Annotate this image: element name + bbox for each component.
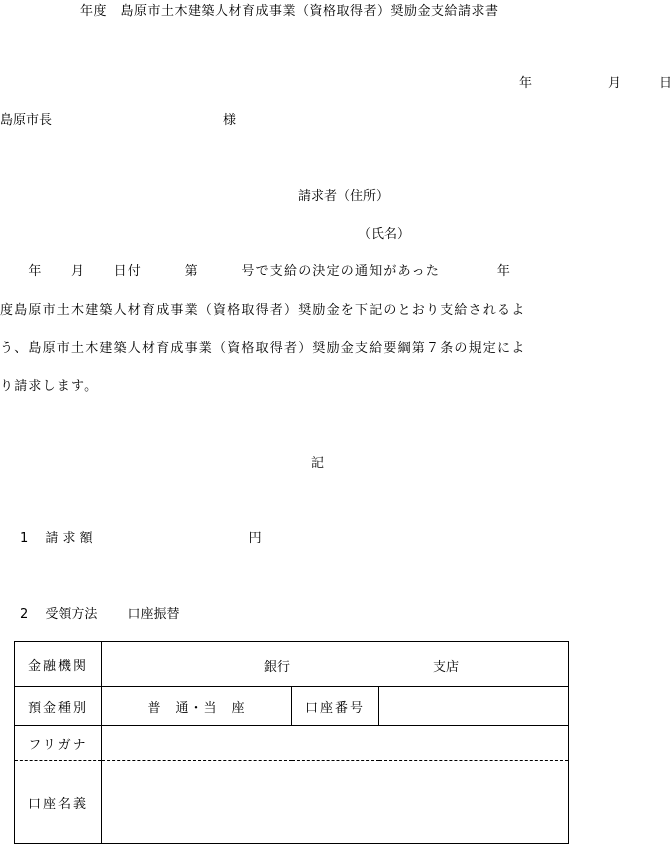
branch-suffix: 支店: [433, 660, 460, 675]
account-number-field[interactable]: [379, 687, 569, 726]
claimant-name-label: （氏名）: [358, 227, 411, 242]
account-holder-label: 口座名義: [15, 761, 102, 844]
account-number-label: 口座番号: [292, 687, 379, 726]
furigana-field[interactable]: [102, 726, 569, 761]
furigana-row: [15, 726, 569, 761]
bank-account-table: [14, 641, 569, 844]
body-text-line-1: 年 月 日付 第 号で支給の決定の通知があった 年: [0, 264, 512, 279]
bank-suffix: 銀行: [264, 660, 291, 675]
institution-label: 金融機関: [15, 642, 102, 687]
addressee-honorific: 様: [223, 113, 237, 128]
receipt-method-item: 2 受領方法 口座振替: [20, 607, 180, 622]
addressee-name: 島原市長: [0, 113, 53, 128]
claimant-address-label: 請求者（住所）: [298, 189, 390, 204]
institution-field[interactable]: [102, 642, 569, 687]
claim-amount-item: 1 請 求 額 円: [20, 531, 262, 546]
account-holder-row: [15, 761, 569, 844]
furigana-label: フリガナ: [15, 726, 102, 761]
date-line: [519, 76, 672, 92]
deposit-type-field[interactable]: 普 通・当 座: [102, 687, 292, 726]
ki-heading: 記: [311, 456, 325, 471]
body-text-line-2: 度島原市土木建築人材育成事業（資格取得者）奨励金を下記のとおり支給されるよ: [0, 303, 526, 318]
deposit-type-label: 預金種別: [15, 687, 102, 726]
institution-row: [15, 642, 569, 687]
deposit-row: [15, 687, 569, 726]
body-text-line-3: う、島原市土木建築人材育成事業（資格取得者）奨励金支給要綱第７条の規定によ: [0, 341, 526, 356]
date-day: 日: [659, 76, 672, 91]
account-holder-field[interactable]: [102, 761, 569, 844]
date-year: 年: [519, 76, 533, 91]
date-month: 月: [608, 76, 622, 91]
document-title: 年度 島原市土木建築人材育成事業（資格取得者）奨励金支給請求書: [80, 4, 499, 19]
body-text-line-4: り請求します。: [0, 379, 99, 394]
